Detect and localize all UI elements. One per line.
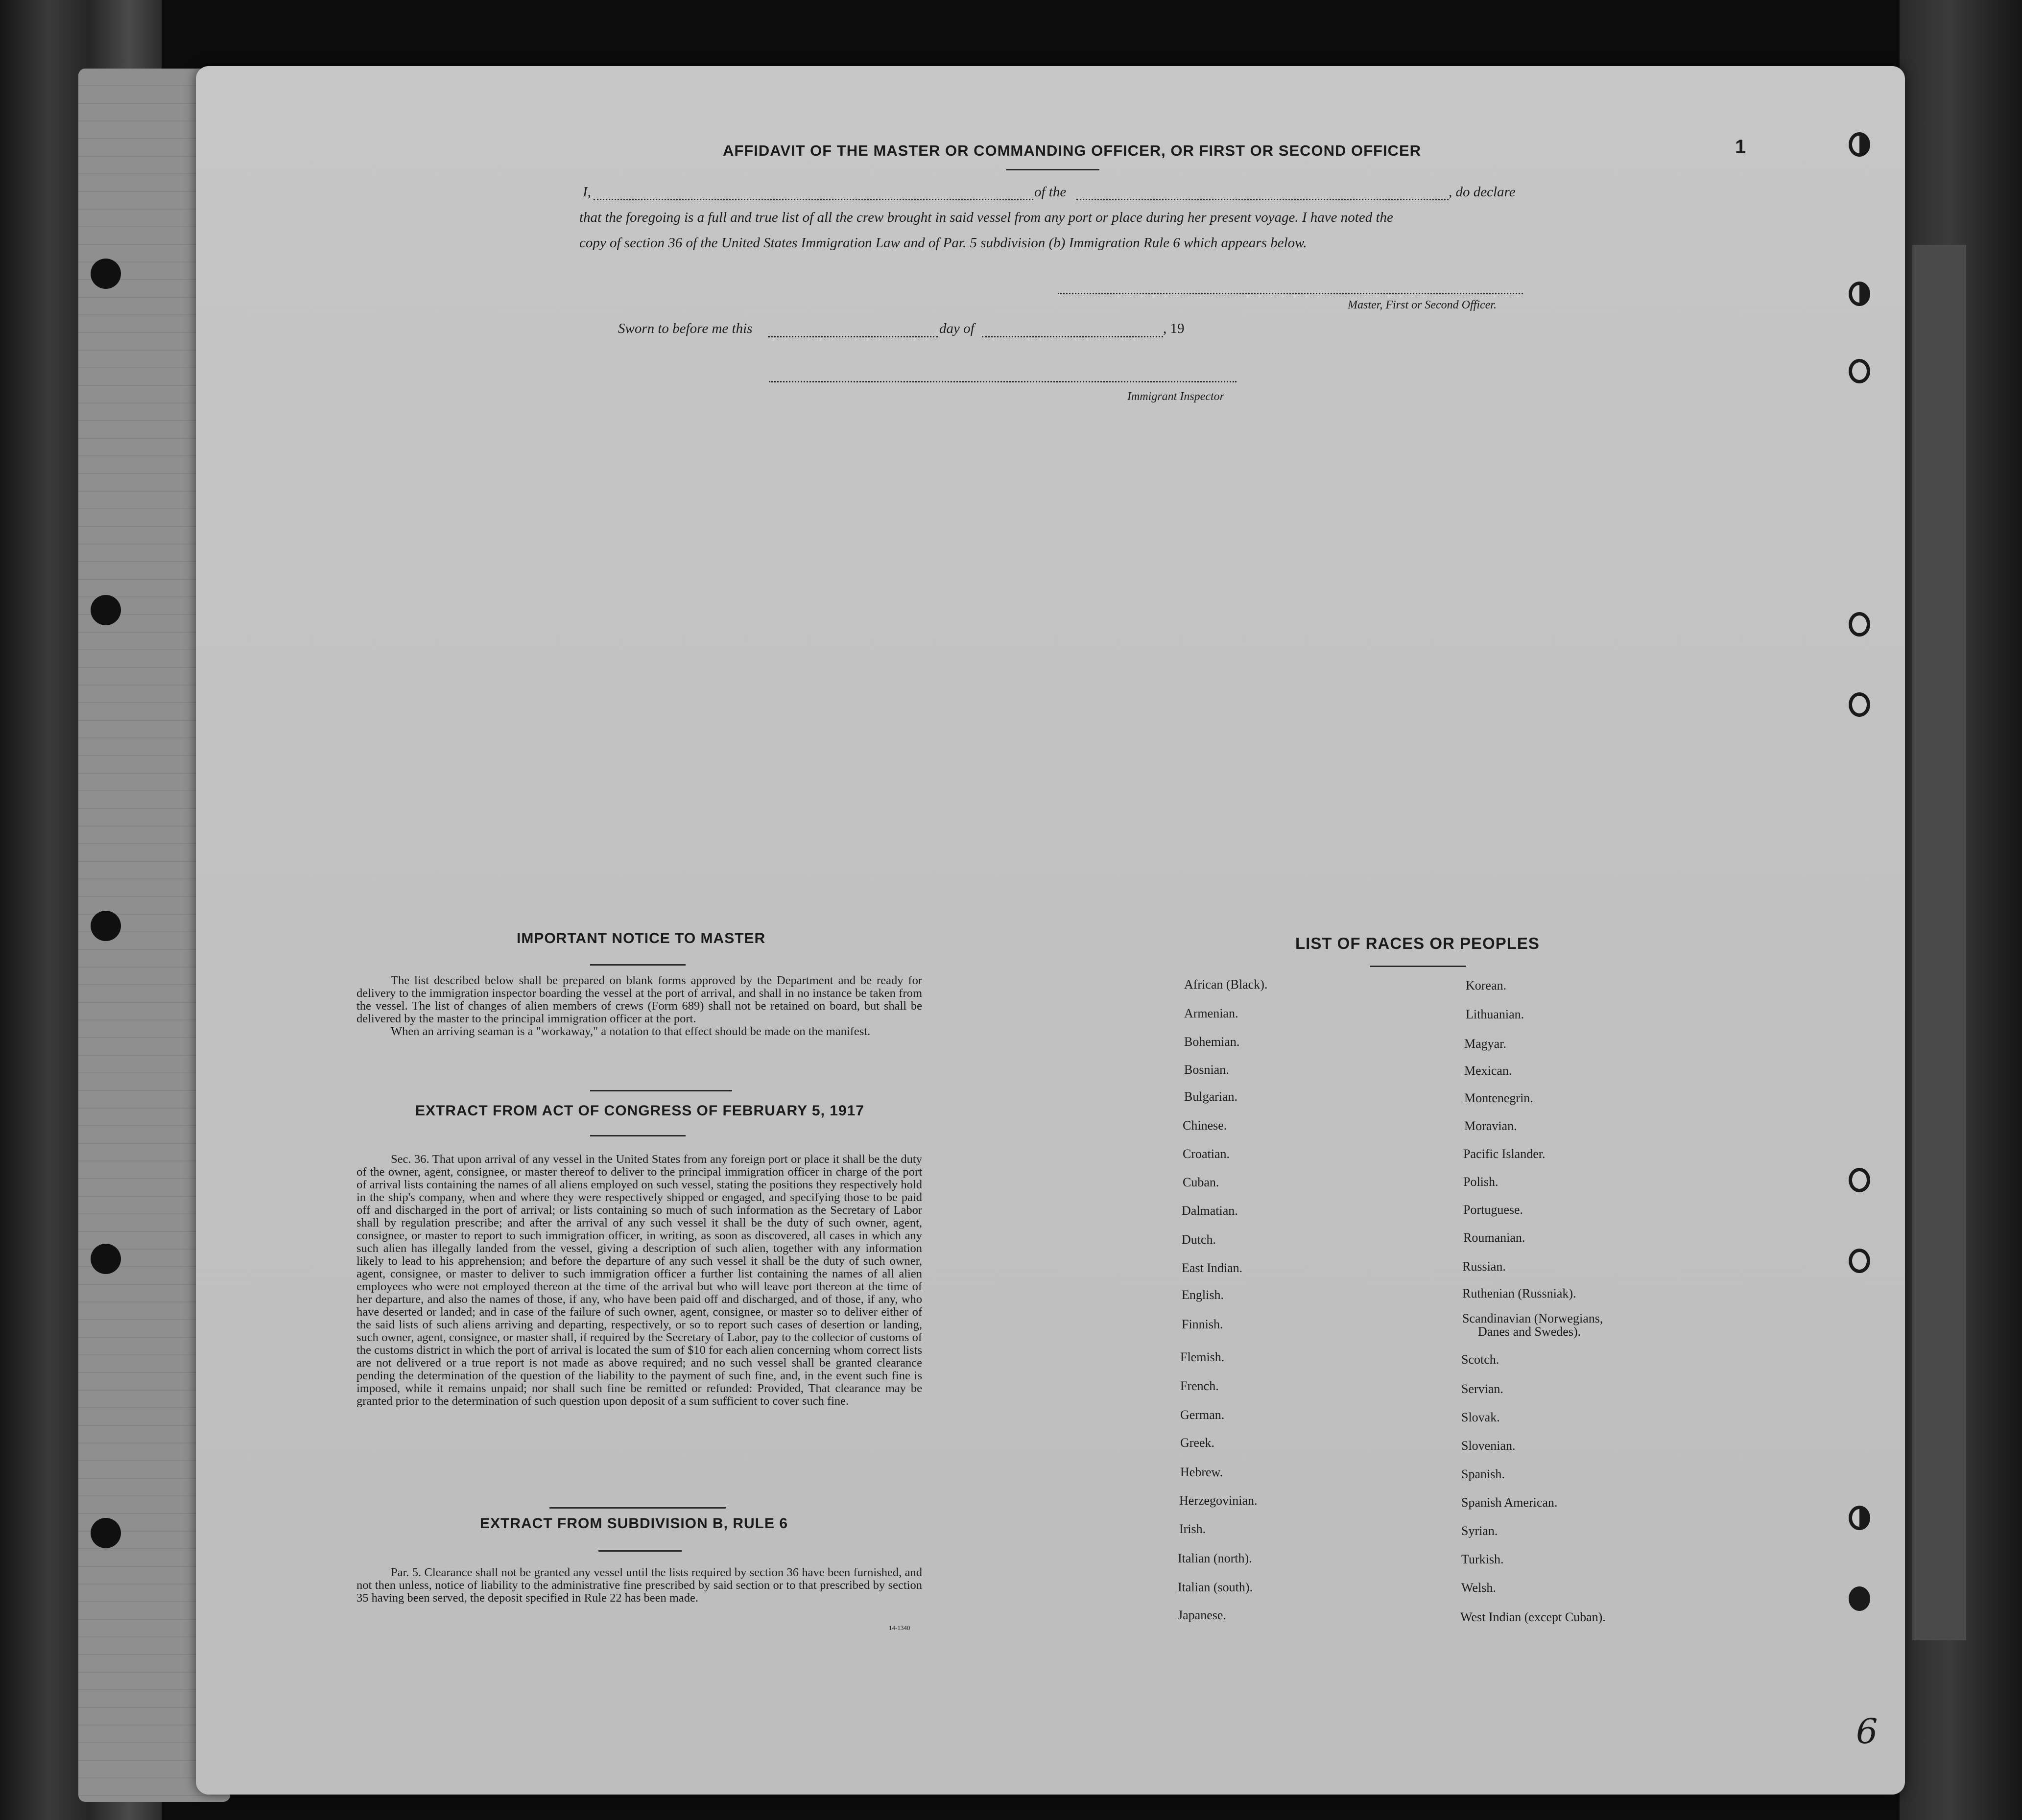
adjacent-page-edge bbox=[1912, 245, 1966, 1640]
race-item-left: Croatian. bbox=[1183, 1147, 1230, 1161]
race-item-left: Cuban. bbox=[1183, 1175, 1219, 1189]
notice-body bbox=[357, 974, 922, 1038]
section-rule bbox=[590, 964, 686, 966]
section-rule bbox=[1370, 966, 1466, 967]
race-item-left: English. bbox=[1182, 1288, 1224, 1302]
section-rule bbox=[590, 1090, 732, 1091]
corner-mark: 6 bbox=[1856, 1711, 1878, 1751]
extract-rule-title: EXTRACT FROM SUBDIVISION B, RULE 6 bbox=[480, 1515, 788, 1532]
section-rule bbox=[598, 1550, 682, 1552]
race-item-right: Pacific Islander. bbox=[1463, 1147, 1546, 1161]
day-of-label: day of bbox=[939, 321, 975, 336]
affidavit-line-3: copy of section 36 of the United States Immigration Law and of Par. 5 subdivision (b) Immigration Rule 6 which appears below. bbox=[579, 235, 1307, 251]
extract-rule-body bbox=[357, 1566, 922, 1605]
race-item-left: Armenian. bbox=[1184, 1006, 1238, 1020]
race-item-left: Dalmatian. bbox=[1182, 1204, 1238, 1218]
race-item-left: French. bbox=[1180, 1379, 1219, 1393]
race-item-left: Flemish. bbox=[1180, 1350, 1225, 1364]
race-item-left: Chinese. bbox=[1183, 1118, 1227, 1133]
race-item-left: German. bbox=[1180, 1408, 1225, 1422]
race-item-left: Bulgarian. bbox=[1184, 1089, 1238, 1104]
race-item-left: Bohemian. bbox=[1184, 1035, 1240, 1049]
race-item-right: Scandinavian (Norwegians, bbox=[1462, 1311, 1603, 1325]
race-item-right: Moravian. bbox=[1464, 1119, 1517, 1133]
race-item-right: Slovak. bbox=[1461, 1410, 1500, 1424]
affidavit-declare-label: , do declare bbox=[1449, 184, 1516, 200]
race-item-right: Syrian. bbox=[1461, 1524, 1498, 1538]
form-number: 14-1340 bbox=[889, 1624, 910, 1631]
binder-ring bbox=[1849, 1586, 1870, 1611]
race-item-right: Spanish American. bbox=[1461, 1495, 1558, 1510]
race-item-right: Lithuanian. bbox=[1466, 1007, 1524, 1021]
section-36-text: Sec. 36. That upon arrival of any vessel in the United States from any foreign port or place it shall be the duty of the owner, agent, consignee, or master thereof to deliver to the principal immigration officer in charge of the port of arrival lists containing the names of all aliens employed on such vessel, stating the positions they respectively hold in the ship's company, when and where they were respectively shipped or engaged, and specifying those to be paid off and discharged in the port of arrival; or lists containing so much of such information as the Secretary of Labor shall by regulation prescribe; and after the arrival of any such vessel it shall be the duty of such owner, agent, consignee, or master to report to such immigration officer, in writing, as soon as discovered, all cases in which any such alien has illegally landed from the vessel, giving a description of such alien, together with any information likely to lead to his apprehension; and before the departure of any such vessel it shall be the duty of such owner, agent, consignee, or master to deliver to such immigration officer a further list containing the names of all alien employees who were not employed thereon at the time of the arrival but who will leave port thereon at the time of her departure, and also the names of those, if any, who have been paid off and discharged, and of those, if any, who have deserted or landed; and in case of the failure of such owner, agent, consignee, or master so to deliver either of the said lists of such aliens arriving and departing, respectively, or so to report such cases of desertion or landing, such owner, agent, consignee, or master shall, if required by the Secretary of Labor, pay to the collector of customs of the customs district in which the port of arrival is located the sum of $10 for each alien concerning whom correct lists are not delivered or a true report is not made as above required; and no such vessel shall be granted clearance pending the determination of the question of the liability to the payment of such fine, and, in the event such fine is imposed, while it remains unpaid; nor shall such fine be remitted or refunded: Provided, That clearance may be granted prior to the determination of such question upon deposit of a sum sufficient to cover such fine. bbox=[357, 1153, 922, 1408]
race-item-right: Slovenian. bbox=[1461, 1439, 1516, 1453]
binder-ring bbox=[1849, 612, 1870, 637]
binder-ring bbox=[1849, 1249, 1870, 1273]
race-item-right: Scotch. bbox=[1461, 1352, 1499, 1367]
race-item-left: Bosnian. bbox=[1184, 1063, 1229, 1077]
section-rule bbox=[590, 1135, 686, 1136]
binder-ring bbox=[1849, 1506, 1870, 1530]
race-item-right: Danes and Swedes). bbox=[1478, 1324, 1581, 1339]
punch-hole bbox=[91, 1518, 121, 1548]
race-item-right: Korean. bbox=[1466, 978, 1507, 993]
punch-hole bbox=[91, 595, 121, 625]
affidavit-line-2: that the foregoing is a full and true list of all the crew brought in said vessel from any port or place during her present voyage. I have noted the bbox=[579, 210, 1393, 225]
affidavit-title: AFFIDAVIT OF THE MASTER OR COMMANDING OFFICER, OR FIRST OR SECOND OFFICER bbox=[723, 142, 1422, 159]
race-item-right: Roumanian. bbox=[1463, 1230, 1525, 1245]
race-item-left: East Indian. bbox=[1182, 1261, 1243, 1275]
binder-ring bbox=[1849, 692, 1870, 717]
sworn-month-field[interactable] bbox=[982, 336, 1163, 337]
notice-title: IMPORTANT NOTICE TO MASTER bbox=[517, 930, 766, 946]
punch-hole bbox=[91, 1244, 121, 1274]
section-rule bbox=[549, 1507, 726, 1509]
affidavit-of-the-label: of the bbox=[1034, 184, 1067, 200]
title-rule bbox=[1006, 169, 1099, 170]
inspector-caption: Immigrant Inspector bbox=[1127, 390, 1224, 403]
race-item-right: Ruthenian (Russniak). bbox=[1462, 1286, 1576, 1300]
punch-hole bbox=[91, 911, 121, 941]
race-item-right: Servian. bbox=[1461, 1382, 1503, 1396]
race-item-left: Dutch. bbox=[1182, 1232, 1216, 1247]
inspector-signature-field[interactable] bbox=[769, 381, 1237, 382]
race-item-left: Japanese. bbox=[1178, 1608, 1226, 1622]
race-item-right: Russian. bbox=[1462, 1259, 1506, 1274]
extract-act-body bbox=[357, 1153, 922, 1408]
document-page bbox=[196, 66, 1905, 1795]
punch-hole bbox=[91, 259, 121, 289]
race-item-left: African (Black). bbox=[1184, 977, 1268, 992]
par-5-text: Par. 5. Clearance shall not be granted any vessel until the lists required by section 36 have been furnished, and not then unless, notice of liability to the administrative fine prescribed by said section or to that prescribed by section 35 having been served, the deposit specified in Rule 22 has been made. bbox=[357, 1566, 922, 1605]
race-item-left: Finnish. bbox=[1182, 1317, 1223, 1331]
extract-act-title: EXTRACT FROM ACT OF CONGRESS OF FEBRUARY 5, 1917 bbox=[415, 1103, 864, 1119]
race-item-left: Greek. bbox=[1180, 1436, 1215, 1450]
race-item-right: Portuguese. bbox=[1463, 1203, 1523, 1217]
races-title: LIST OF RACES OR PEOPLES bbox=[1295, 934, 1540, 952]
officer-signature-caption: Master, First or Second Officer. bbox=[1348, 299, 1497, 311]
binder-ring bbox=[1849, 282, 1870, 306]
binder-ring bbox=[1849, 132, 1870, 157]
officer-signature-field[interactable] bbox=[1058, 293, 1523, 294]
race-item-left: Irish. bbox=[1179, 1522, 1206, 1536]
race-item-left: Hebrew. bbox=[1180, 1465, 1223, 1479]
sworn-day-field[interactable] bbox=[768, 336, 938, 337]
binder-ring bbox=[1849, 1168, 1870, 1192]
race-item-right: Polish. bbox=[1463, 1175, 1499, 1189]
page-number: 1 bbox=[1735, 136, 1746, 158]
affidavit-i-label: I, bbox=[583, 184, 591, 200]
race-item-left: Italian (south). bbox=[1178, 1580, 1253, 1594]
race-item-right: Mexican. bbox=[1464, 1064, 1512, 1078]
binder-ring bbox=[1849, 359, 1870, 383]
race-item-left: Italian (north). bbox=[1178, 1551, 1252, 1565]
race-item-left: Herzegovinian. bbox=[1179, 1493, 1258, 1508]
sworn-label: Sworn to before me this bbox=[618, 321, 753, 336]
race-item-right: Montenegrin. bbox=[1464, 1091, 1533, 1105]
notice-paragraph-2: When an arriving seaman is a "workaway," a notation to that effect should be made on the manifest. bbox=[391, 1025, 871, 1038]
notice-paragraph-1: The list described below shall be prepared on blank forms approved by the Department and be ready for delivery to the immigration inspector boarding the vessel at the port of arrival, and shall in no instance be taken from the vessel. The list of changes of alien members of crews (Form 689) shall not be retained on board, but shall be delivered by the master to the principal immigration officer at the port. bbox=[357, 974, 922, 1025]
year-prefix: , 19 bbox=[1163, 321, 1185, 336]
race-item-right: West Indian (except Cuban). bbox=[1460, 1610, 1606, 1624]
race-item-right: Welsh. bbox=[1461, 1581, 1496, 1595]
declarant-name-field[interactable] bbox=[594, 199, 1033, 200]
vessel-name-field[interactable] bbox=[1076, 199, 1449, 200]
race-item-right: Turkish. bbox=[1461, 1552, 1504, 1566]
race-item-right: Magyar. bbox=[1464, 1037, 1506, 1051]
race-item-right: Spanish. bbox=[1461, 1467, 1505, 1481]
